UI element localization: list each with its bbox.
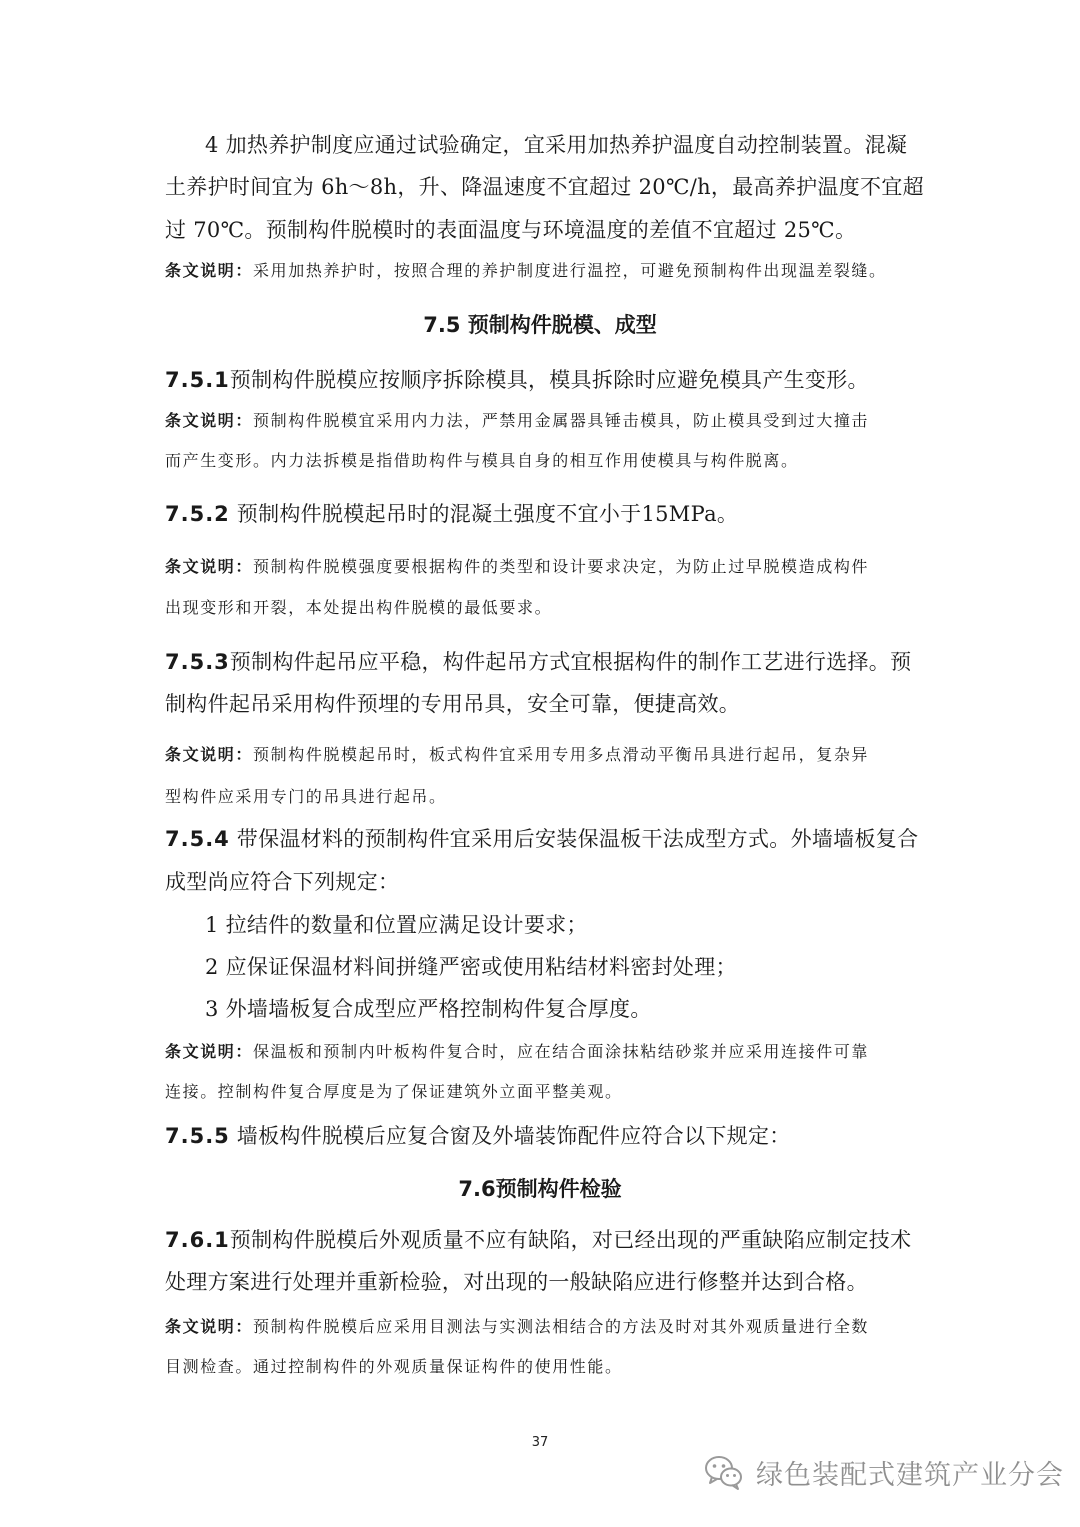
clause-7-5-4-item-1: 1 拉结件的数量和位置应满足设计要求； <box>205 913 588 937</box>
clause-7-6-1 <box>165 1226 911 1254</box>
clause-7-5-4-item-3: 3 外墙墙板复合成型应严格控制构件复合厚度。 <box>205 997 652 1021</box>
clause-text: 预制构件脱模起吊时的混凝土强度不宜小于15MPa。 <box>229 502 739 526</box>
section-heading-7-5: 7.5 预制构件脱模、成型 <box>423 313 657 337</box>
clause-number: 7.6.1 <box>165 1228 230 1252</box>
clause-text: 预制构件起吊应平稳，构件起吊方式宜根据构件的制作工艺进行选择。预 <box>229 650 912 674</box>
clause-7-6-1-line-2: 处理方案进行处理并重新检验，对出现的一般缺陷应进行修整并达到合格。 <box>165 1270 868 1294</box>
watermark-text: 绿色装配式建筑产业分会 <box>756 1459 1064 1491</box>
clause-note-7-5-4-line-1 <box>165 1040 869 1064</box>
clause-7-5-4-item-2: 2 应保证保温材料间拼缝严密或使用粘结材料密封处理； <box>205 955 737 979</box>
note-label: 条文说明： <box>165 261 254 280</box>
clause-note-7-5-1-line-1 <box>165 409 869 433</box>
clause-note-7-5-3-line-2: 型构件应采用专门的吊具进行起吊。 <box>165 787 447 806</box>
section-heading-7-6: 7.6预制构件检验 <box>458 1177 622 1201</box>
clause-7-5-3-line-2: 制构件起吊采用构件预埋的专用吊具，安全可靠，便捷高效。 <box>165 692 741 716</box>
clause-7-5-1 <box>165 366 869 394</box>
clause-7-5-3 <box>165 648 911 676</box>
note-text: 采用加热养护时，按照合理的养护制度进行温控，可避免预制构件出现温差裂缝。 <box>253 261 887 280</box>
note-text: 预制构件脱模后应采用目测法与实测法相结合的方法及时对其外观质量进行全数 <box>253 1317 870 1336</box>
clause-text: 带保温材料的预制构件宜采用后安装保温板干法成型方式。外墙墙板复合 <box>229 827 919 851</box>
clause-number: 7.5.1 <box>165 368 230 392</box>
watermark <box>702 1450 1064 1494</box>
note-label: 条文说明： <box>165 557 254 576</box>
clause-7-5-5 <box>165 1122 791 1150</box>
paragraph-4-line-1: 4 加热养护制度应通过试验确定，宜采用加热养护温度自动控制装置。混凝 <box>205 133 908 157</box>
note-text: 预制构件脱模强度要根据构件的类型和设计要求决定，为防止过早脱模造成构件 <box>253 557 870 576</box>
page-number: 37 <box>531 1435 549 1450</box>
clause-note-7-5-1-line-2: 而产生变形。内力法拆模是指借助构件与模具自身的相互作用使模具与构件脱离。 <box>165 451 799 470</box>
clause-text: 预制构件脱模应按顺序拆除模具，模具拆除时应避免模具产生变形。 <box>229 368 869 392</box>
wechat-icon <box>702 1450 746 1494</box>
clause-note-7-5-4-line-2: 连接。控制构件复合厚度是为了保证建筑外立面平整美观。 <box>165 1082 623 1101</box>
clause-note-7-5-3-line-1 <box>165 743 869 767</box>
note-label: 条文说明： <box>165 1042 254 1061</box>
clause-note-7-6-1-line-2: 目测检查。通过控制构件的外观质量保证构件的使用性能。 <box>165 1357 623 1376</box>
note-text: 保温板和预制内叶板构件复合时，应在结合面涂抹粘结砂浆并应采用连接件可靠 <box>253 1042 870 1061</box>
clause-number: 7.5.5 <box>165 1124 230 1148</box>
clause-note-7-5-2-line-1 <box>165 555 869 579</box>
note-text: 预制构件脱模宜采用内力法，严禁用金属器具锤击模具，防止模具受到过大撞击 <box>253 411 870 430</box>
note-label: 条文说明： <box>165 1317 254 1336</box>
clause-7-5-2 <box>165 500 738 528</box>
paragraph-4-line-3: 过 70℃。预制构件脱模时的表面温度与环境温度的差值不宜超过 25℃。 <box>165 218 857 242</box>
clause-note-1 <box>165 259 887 283</box>
clause-text: 预制构件脱模后外观质量不应有缺陷，对已经出现的严重缺陷应制定技术 <box>229 1228 912 1252</box>
clause-number: 7.5.2 <box>165 502 230 526</box>
clause-text: 墙板构件脱模后应复合窗及外墙装饰配件应符合以下规定： <box>229 1124 791 1148</box>
note-label: 条文说明： <box>165 745 254 764</box>
paragraph-4-line-2: 土养护时间宜为 6h～8h，升、降温速度不宜超过 20℃/h，最高养护温度不宜超 <box>165 175 924 199</box>
clause-note-7-6-1-line-1 <box>165 1315 869 1339</box>
clause-7-5-4 <box>165 825 918 853</box>
clause-note-7-5-2-line-2: 出现变形和开裂，本处提出构件脱模的最低要求。 <box>165 598 553 617</box>
clause-number: 7.5.4 <box>165 827 230 851</box>
clause-7-5-4-line-2: 成型尚应符合下列规定： <box>165 870 400 894</box>
note-text: 预制构件脱模起吊时，板式构件宜采用专用多点滑动平衡吊具进行起吊，复杂异 <box>253 745 870 764</box>
clause-number: 7.5.3 <box>165 650 230 674</box>
note-label: 条文说明： <box>165 411 254 430</box>
